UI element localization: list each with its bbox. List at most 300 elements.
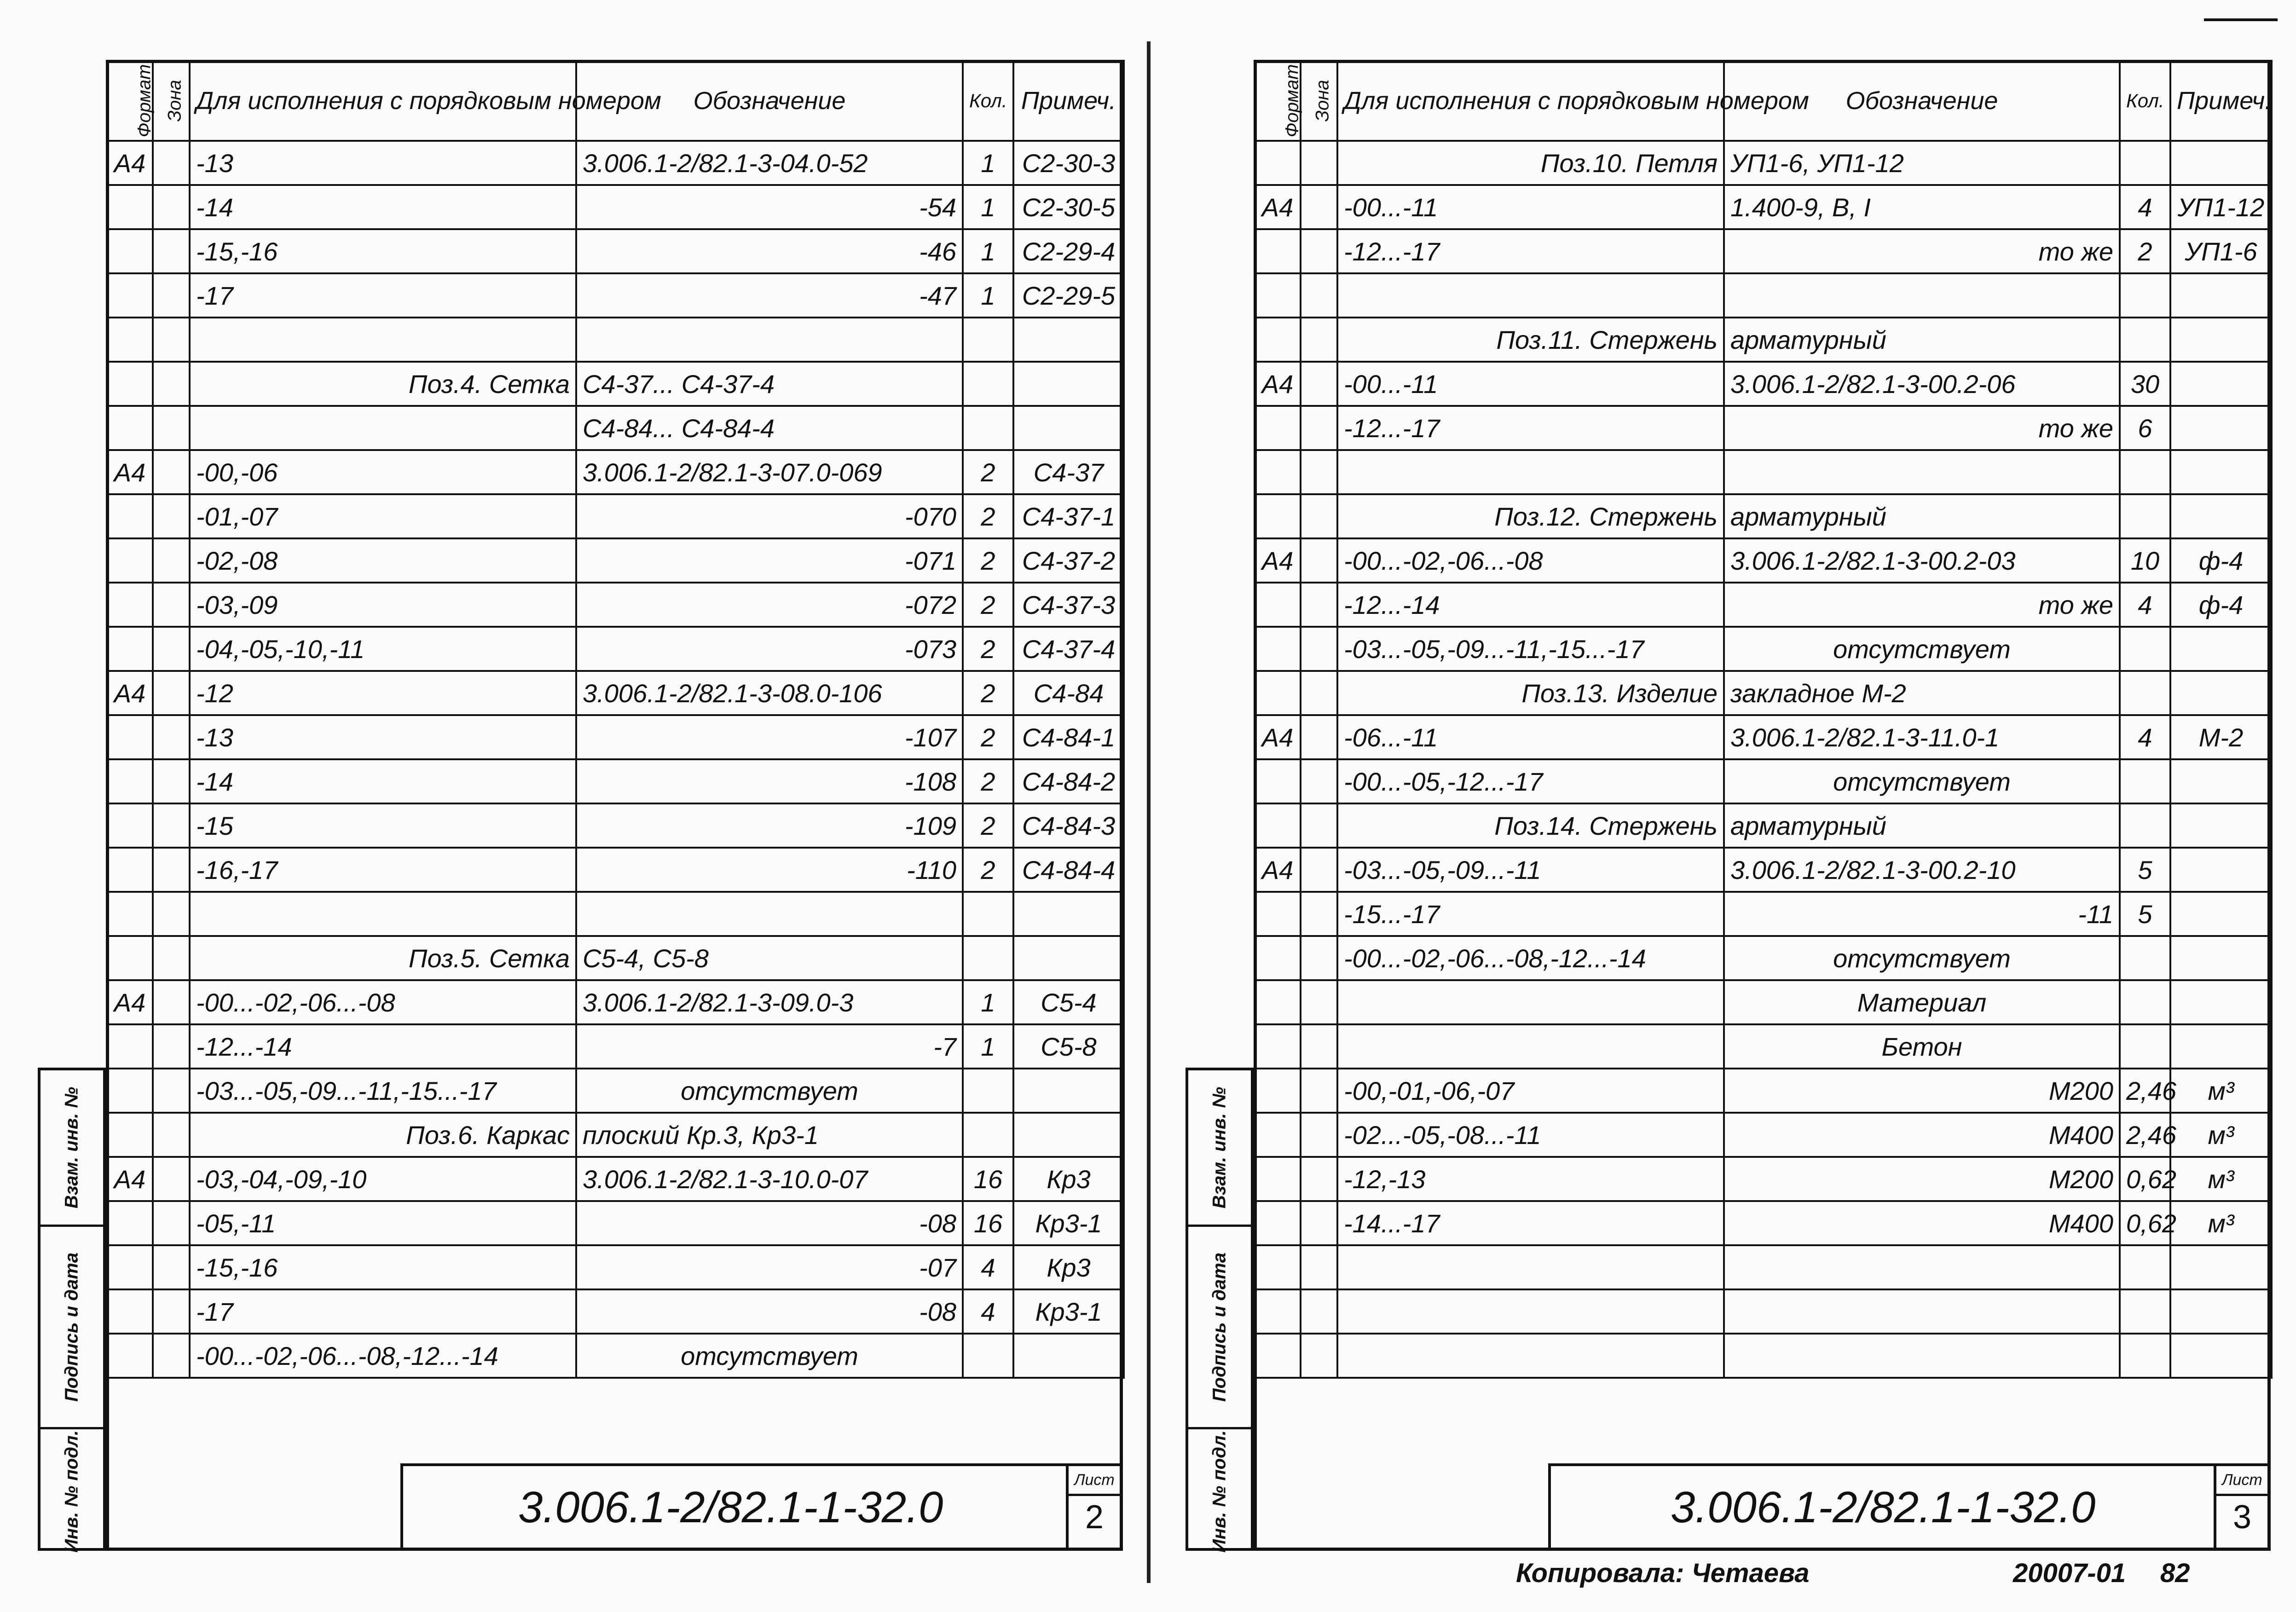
format-cell <box>107 406 153 450</box>
zone-cell <box>1301 450 1337 494</box>
designation-cell: С4-84... С4-84-4 <box>576 406 963 450</box>
variant-cell: -05,-11 <box>190 1201 576 1245</box>
designation-cell: -070 <box>576 494 963 538</box>
zone-cell <box>153 1245 190 1289</box>
side-signature-date: Подпись и дата <box>1188 1225 1251 1427</box>
zone-cell <box>153 273 190 318</box>
format-cell <box>1255 892 1301 936</box>
format-cell <box>1255 936 1301 980</box>
note-cell <box>2170 273 2272 318</box>
designation-cell: -11 <box>1724 892 2120 936</box>
variant-cell: -00,-06 <box>190 450 576 494</box>
designation-cell: отсутствует <box>1724 759 2120 803</box>
table-row <box>107 1289 1124 1334</box>
note-cell: С2-29-4 <box>1013 229 1124 273</box>
table-row <box>1255 185 2272 229</box>
note-cell <box>1013 1069 1124 1113</box>
table-row <box>107 1334 1124 1378</box>
table-row <box>1255 671 2272 715</box>
table-row <box>1255 980 2272 1024</box>
variant-cell: Поз.12. Стержень <box>1337 494 1724 538</box>
qty-cell <box>963 318 1013 362</box>
table-row <box>107 141 1124 185</box>
format-cell <box>107 759 153 803</box>
header-qty: Кол. <box>963 61 1013 141</box>
table-row <box>1255 759 2272 803</box>
right-side-stamp <box>1186 1068 1254 1551</box>
designation-cell <box>1724 1334 2120 1378</box>
note-cell: ф-4 <box>2170 583 2272 627</box>
note-cell: м³ <box>2170 1157 2272 1201</box>
designation-cell: УП1-6, УП1-12 <box>1724 141 2120 185</box>
zone-cell <box>1301 1289 1337 1334</box>
qty-cell: 1 <box>963 1024 1013 1069</box>
variant-cell: -15,-16 <box>190 1245 576 1289</box>
table-row <box>107 1113 1124 1157</box>
qty-cell: 1 <box>963 980 1013 1024</box>
format-cell: А4 <box>1255 185 1301 229</box>
note-cell <box>1013 936 1124 980</box>
zone-cell <box>153 1069 190 1113</box>
zone-cell <box>1301 1024 1337 1069</box>
table-row <box>107 1245 1124 1289</box>
note-cell <box>2170 406 2272 450</box>
table-row <box>107 538 1124 583</box>
format-cell: А4 <box>107 1157 153 1201</box>
designation-cell: то же <box>1724 406 2120 450</box>
zone-cell <box>1301 1113 1337 1157</box>
variant-cell <box>1337 980 1724 1024</box>
zone-cell <box>1301 892 1337 936</box>
format-cell <box>1255 980 1301 1024</box>
designation-cell: -7 <box>576 1024 963 1069</box>
designation-cell: то же <box>1724 229 2120 273</box>
designation-cell <box>1724 1245 2120 1289</box>
qty-cell: 5 <box>2120 848 2170 892</box>
format-cell: А4 <box>1255 538 1301 583</box>
format-cell <box>1255 1069 1301 1113</box>
note-cell: С5-4 <box>1013 980 1124 1024</box>
table-row <box>1255 803 2272 848</box>
designation-cell: 1.400-9, В, I <box>1724 185 2120 229</box>
note-cell <box>1013 406 1124 450</box>
header-qty: Кол. <box>2120 61 2170 141</box>
format-cell <box>107 1334 153 1378</box>
left-sheet-number: 2 <box>1085 1499 1104 1536</box>
qty-cell <box>2120 273 2170 318</box>
table-row <box>107 406 1124 450</box>
table-row <box>107 583 1124 627</box>
zone-cell <box>1301 759 1337 803</box>
format-cell <box>107 803 153 848</box>
zone-cell <box>153 980 190 1024</box>
variant-cell: -12 <box>190 671 576 715</box>
zone-cell <box>153 362 190 406</box>
note-cell: С4-84-4 <box>1013 848 1124 892</box>
qty-cell <box>2120 759 2170 803</box>
side-orig-inv: Инв. № подл. <box>1188 1427 1251 1554</box>
left-sheet-box <box>1066 1466 1120 1551</box>
format-cell <box>107 1289 153 1334</box>
header-format: Формат <box>107 61 153 141</box>
format-cell <box>1255 229 1301 273</box>
left-table-body <box>107 141 1124 1378</box>
table-row <box>1255 538 2272 583</box>
table-row <box>107 715 1124 759</box>
zone-cell <box>1301 229 1337 273</box>
designation-cell: то же <box>1724 583 2120 627</box>
note-cell <box>2170 671 2272 715</box>
right-sheet-label: Лист <box>2216 1466 2268 1496</box>
table-row <box>1255 1069 2272 1113</box>
qty-cell: 2 <box>2120 229 2170 273</box>
note-cell <box>2170 318 2272 362</box>
format-cell <box>1255 273 1301 318</box>
designation-cell: 3.006.1-2/82.1-3-00.2-06 <box>1724 362 2120 406</box>
designation-cell: плоский Кр.3, Кр3-1 <box>576 1113 963 1157</box>
zone-cell <box>153 185 190 229</box>
zone-cell <box>153 1289 190 1334</box>
right-doc-code: 3.006.1-2/82.1-1-32.0 <box>1671 1483 2096 1532</box>
designation-cell: 3.006.1-2/82.1-3-08.0-106 <box>576 671 963 715</box>
designation-cell: -54 <box>576 185 963 229</box>
designation-cell: -108 <box>576 759 963 803</box>
zone-cell <box>1301 671 1337 715</box>
note-cell <box>1013 362 1124 406</box>
zone-cell <box>1301 538 1337 583</box>
table-row <box>1255 583 2272 627</box>
variant-cell: -00...-11 <box>1337 185 1724 229</box>
qty-cell: 2 <box>963 671 1013 715</box>
designation-cell: 3.006.1-2/82.1-3-00.2-03 <box>1724 538 2120 583</box>
variant-cell: Поз.4. Сетка <box>190 362 576 406</box>
note-cell: м³ <box>2170 1201 2272 1245</box>
variant-cell: -12...-14 <box>1337 583 1724 627</box>
format-cell <box>107 1113 153 1157</box>
note-cell: С4-37-1 <box>1013 494 1124 538</box>
table-row <box>107 362 1124 406</box>
variant-cell: -00...-05,-12...-17 <box>1337 759 1724 803</box>
qty-cell: 10 <box>2120 538 2170 583</box>
note-cell: С2-30-3 <box>1013 141 1124 185</box>
format-cell <box>1255 627 1301 671</box>
qty-cell: 2 <box>963 803 1013 848</box>
header-zone: Зона <box>153 61 190 141</box>
format-cell: А4 <box>1255 848 1301 892</box>
table-row <box>107 848 1124 892</box>
table-row <box>1255 936 2272 980</box>
zone-cell <box>153 1334 190 1378</box>
variant-cell: Поз.5. Сетка <box>190 936 576 980</box>
zone-cell <box>153 406 190 450</box>
zone-cell <box>153 1157 190 1201</box>
page-number: 82 <box>2160 1558 2190 1588</box>
format-cell: А4 <box>1255 715 1301 759</box>
zone-cell <box>153 229 190 273</box>
variant-cell: Поз.10. Петля <box>1337 141 1724 185</box>
designation-cell: -072 <box>576 583 963 627</box>
variant-cell <box>1337 273 1724 318</box>
designation-cell: -07 <box>576 1245 963 1289</box>
format-cell <box>1255 1245 1301 1289</box>
table-row <box>107 273 1124 318</box>
qty-cell: 1 <box>963 273 1013 318</box>
table-row <box>107 627 1124 671</box>
designation-cell: 3.006.1-2/82.1-3-00.2-10 <box>1724 848 2120 892</box>
format-cell <box>1255 1157 1301 1201</box>
variant-cell <box>1337 450 1724 494</box>
variant-cell: -17 <box>190 1289 576 1334</box>
table-row <box>1255 715 2272 759</box>
zone-cell <box>1301 185 1337 229</box>
qty-cell <box>963 1113 1013 1157</box>
table-row <box>107 229 1124 273</box>
table-header <box>107 61 1124 141</box>
designation-cell: С5-4, С5-8 <box>576 936 963 980</box>
header-variant: Для исполнения с порядковым номером <box>190 61 576 141</box>
designation-cell: -08 <box>576 1201 963 1245</box>
zone-cell <box>1301 141 1337 185</box>
note-cell <box>1013 1334 1124 1378</box>
note-cell: УП1-12 <box>2170 185 2272 229</box>
designation-cell <box>1724 273 2120 318</box>
note-cell: Кр3-1 <box>1013 1289 1124 1334</box>
designation-cell <box>1724 450 2120 494</box>
variant-cell: -00...-11 <box>1337 362 1724 406</box>
qty-cell <box>2120 936 2170 980</box>
variant-cell: -12...-17 <box>1337 406 1724 450</box>
designation-cell: 3.006.1-2/82.1-3-10.0-07 <box>576 1157 963 1201</box>
note-cell <box>2170 494 2272 538</box>
note-cell: С4-84-1 <box>1013 715 1124 759</box>
header-designation: Обозначение <box>576 61 963 141</box>
zone-cell <box>153 848 190 892</box>
designation-cell: М400 <box>1724 1201 2120 1245</box>
note-cell <box>2170 362 2272 406</box>
note-cell <box>2170 1024 2272 1069</box>
format-cell <box>1255 671 1301 715</box>
note-cell <box>2170 892 2272 936</box>
table-row <box>107 185 1124 229</box>
note-cell: С2-30-5 <box>1013 185 1124 229</box>
designation-cell: закладное М-2 <box>1724 671 2120 715</box>
right-title-block <box>1548 1463 2271 1551</box>
header-format: Формат <box>1255 61 1301 141</box>
note-cell: Кр3-1 <box>1013 1201 1124 1245</box>
left-doc-code: 3.006.1-2/82.1-1-32.0 <box>518 1483 943 1532</box>
zone-cell <box>1301 803 1337 848</box>
designation-cell: М200 <box>1724 1157 2120 1201</box>
designation-cell: арматурный <box>1724 803 2120 848</box>
note-cell: М-2 <box>2170 715 2272 759</box>
qty-cell <box>2120 1334 2170 1378</box>
qty-cell: 16 <box>963 1201 1013 1245</box>
variant-cell: -15...-17 <box>1337 892 1724 936</box>
side-signature-date: Подпись и дата <box>40 1225 103 1427</box>
note-cell: С4-37-2 <box>1013 538 1124 583</box>
format-cell <box>1255 759 1301 803</box>
variant-cell: Поз.14. Стержень <box>1337 803 1724 848</box>
format-cell <box>107 936 153 980</box>
zone-cell <box>153 538 190 583</box>
zone-cell <box>1301 936 1337 980</box>
qty-cell: 0,62 <box>2120 1157 2170 1201</box>
variant-cell: -15,-16 <box>190 229 576 273</box>
format-cell <box>1255 1334 1301 1378</box>
qty-cell <box>2120 141 2170 185</box>
note-cell: ф-4 <box>2170 538 2272 583</box>
variant-cell <box>190 892 576 936</box>
qty-cell: 4 <box>2120 583 2170 627</box>
header-designation: Обозначение <box>1724 61 2120 141</box>
note-cell: С5-8 <box>1013 1024 1124 1069</box>
table-row <box>1255 1024 2272 1069</box>
right-table-body <box>1255 141 2272 1378</box>
variant-cell: -13 <box>190 715 576 759</box>
format-cell: А4 <box>107 450 153 494</box>
qty-cell: 1 <box>963 141 1013 185</box>
variant-cell: -03...-05,-09...-11 <box>1337 848 1724 892</box>
table-row <box>107 1069 1124 1113</box>
designation-cell: 3.006.1-2/82.1-3-04.0-52 <box>576 141 963 185</box>
variant-cell: -04,-05,-10,-11 <box>190 627 576 671</box>
format-cell <box>1255 1289 1301 1334</box>
format-cell <box>107 318 153 362</box>
note-cell <box>2170 1334 2272 1378</box>
designation-cell <box>576 892 963 936</box>
format-cell <box>107 1024 153 1069</box>
zone-cell <box>1301 1334 1337 1378</box>
qty-cell <box>963 1334 1013 1378</box>
zone-cell <box>1301 1201 1337 1245</box>
zone-cell <box>153 803 190 848</box>
note-cell: С4-84-2 <box>1013 759 1124 803</box>
format-cell <box>107 583 153 627</box>
variant-cell <box>1337 1289 1724 1334</box>
variant-cell: -00...-02,-06...-08 <box>190 980 576 1024</box>
designation-cell: арматурный <box>1724 494 2120 538</box>
table-row <box>107 892 1124 936</box>
variant-cell: Поз.13. Изделие <box>1337 671 1724 715</box>
designation-cell: 3.006.1-2/82.1-3-11.0-1 <box>1724 715 2120 759</box>
note-cell <box>2170 627 2272 671</box>
note-cell: Кр3 <box>1013 1245 1124 1289</box>
designation-cell: Материал <box>1724 980 2120 1024</box>
side-ref-inv: Взам. инв. № <box>1188 1068 1251 1225</box>
table-row <box>1255 1245 2272 1289</box>
designation-cell <box>1724 1289 2120 1334</box>
format-cell <box>107 892 153 936</box>
zone-cell <box>1301 318 1337 362</box>
format-cell <box>1255 583 1301 627</box>
note-cell <box>2170 803 2272 848</box>
variant-cell <box>1337 1334 1724 1378</box>
zone-cell <box>1301 406 1337 450</box>
qty-cell: 16 <box>963 1157 1013 1201</box>
qty-cell: 0,62 <box>2120 1201 2170 1245</box>
zone-cell <box>153 671 190 715</box>
designation-cell: М400 <box>1724 1113 2120 1157</box>
format-cell <box>107 1069 153 1113</box>
qty-cell: 2 <box>963 848 1013 892</box>
designation-cell: С4-37... С4-37-4 <box>576 362 963 406</box>
zone-cell <box>1301 627 1337 671</box>
zone-cell <box>1301 1069 1337 1113</box>
format-cell <box>107 715 153 759</box>
qty-cell: 4 <box>963 1289 1013 1334</box>
qty-cell: 1 <box>963 229 1013 273</box>
format-cell: А4 <box>107 980 153 1024</box>
designation-cell: 3.006.1-2/82.1-3-09.0-3 <box>576 980 963 1024</box>
designation-cell: -46 <box>576 229 963 273</box>
variant-cell: -14 <box>190 759 576 803</box>
left-spec-table <box>106 60 1125 1379</box>
table-row <box>1255 494 2272 538</box>
format-cell <box>1255 450 1301 494</box>
qty-cell <box>2120 627 2170 671</box>
header-note: Примеч. <box>1013 61 1124 141</box>
variant-cell: -13 <box>190 141 576 185</box>
variant-cell: -02...-05,-08...-11 <box>1337 1113 1724 1157</box>
variant-cell: -01,-07 <box>190 494 576 538</box>
variant-cell: -00...-02,-06...-08,-12...-14 <box>190 1334 576 1378</box>
table-row <box>1255 1334 2272 1378</box>
format-cell <box>1255 1024 1301 1069</box>
header-zone: Зона <box>1301 61 1337 141</box>
qty-cell <box>2120 1024 2170 1069</box>
table-row <box>107 936 1124 980</box>
format-cell <box>107 273 153 318</box>
variant-cell: -02,-08 <box>190 538 576 583</box>
variant-cell: -03,-04,-09,-10 <box>190 1157 576 1201</box>
table-row <box>107 803 1124 848</box>
zone-cell <box>1301 715 1337 759</box>
note-cell: м³ <box>2170 1069 2272 1113</box>
table-row <box>107 318 1124 362</box>
variant-cell: -03...-05,-09...-11,-15...-17 <box>190 1069 576 1113</box>
format-cell <box>107 538 153 583</box>
qty-cell: 5 <box>2120 892 2170 936</box>
zone-cell <box>153 450 190 494</box>
zone-cell <box>153 759 190 803</box>
format-cell <box>107 1245 153 1289</box>
qty-cell: 4 <box>2120 185 2170 229</box>
right-sheet-box <box>2214 1466 2268 1551</box>
copied-by: Копировала: Четаева <box>1516 1558 1810 1588</box>
format-cell <box>1255 406 1301 450</box>
variant-cell: -15 <box>190 803 576 848</box>
zone-cell <box>1301 1157 1337 1201</box>
variant-cell: -12,-13 <box>1337 1157 1724 1201</box>
table-row <box>107 671 1124 715</box>
qty-cell <box>2120 450 2170 494</box>
table-row <box>1255 892 2272 936</box>
qty-cell <box>2120 803 2170 848</box>
zone-cell <box>153 715 190 759</box>
designation-cell <box>576 318 963 362</box>
qty-cell: 1 <box>963 185 1013 229</box>
note-cell <box>1013 318 1124 362</box>
table-row <box>107 1201 1124 1245</box>
format-cell: А4 <box>1255 362 1301 406</box>
designation-cell: М200 <box>1724 1069 2120 1113</box>
designation-cell: -08 <box>576 1289 963 1334</box>
note-cell: С2-29-5 <box>1013 273 1124 318</box>
zone-cell <box>153 141 190 185</box>
corner-mark <box>2204 18 2278 44</box>
designation-cell: отсутствует <box>576 1334 963 1378</box>
note-cell <box>2170 1245 2272 1289</box>
